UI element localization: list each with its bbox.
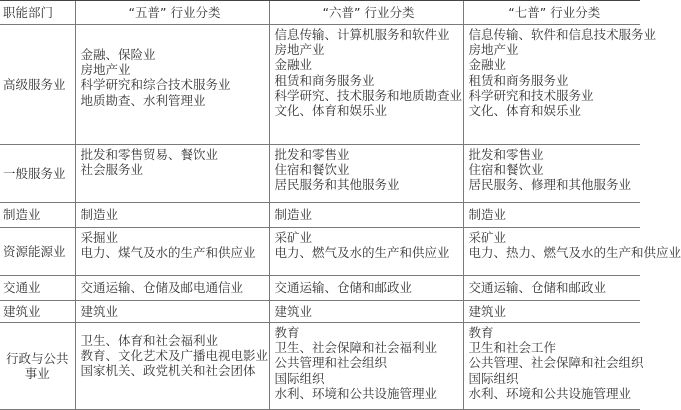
seventh-census-cell xyxy=(463,228,681,276)
list-item: 房地产业 xyxy=(274,42,325,58)
table-row xyxy=(0,228,640,276)
list-item: 批发和零售贸易、餐饮业 xyxy=(80,147,219,162)
dept-cell: 建筑业 xyxy=(0,301,75,323)
seventh-census-cell xyxy=(463,145,640,203)
list-item: 交通运输、仓储和邮政业 xyxy=(274,280,413,296)
list-item: 卫生、社会保障和社会福利业 xyxy=(274,340,438,356)
list-item: 卫生和社会工作 xyxy=(468,340,557,356)
table-row xyxy=(0,25,640,145)
list-item: 房地产业 xyxy=(468,42,519,58)
list-item: 居民服务、修理和其他服务业 xyxy=(468,177,632,193)
list-item: 国际组织 xyxy=(274,370,325,386)
sixth-census-cell xyxy=(269,228,463,276)
list-item: 建筑业 xyxy=(80,303,119,319)
list-item: 公共管理、社会保障和社会组织 xyxy=(468,355,644,371)
list-item: 租赁和商务服务业 xyxy=(274,72,375,88)
list-item: 水利、环境和公共设施管理业 xyxy=(468,385,632,401)
table-row xyxy=(0,203,640,228)
list-item: 交通运输、仓储和邮政业 xyxy=(468,280,607,296)
sixth-census-cell xyxy=(269,25,463,145)
list-item: 科学研究和综合技术服务业 xyxy=(80,77,231,93)
seventh-census-cell xyxy=(463,323,644,410)
list-item: 制造业 xyxy=(274,207,313,223)
list-item: 交通运输、仓储及邮电通信业 xyxy=(80,280,244,296)
sixth-census-cell xyxy=(269,203,463,228)
list-item: 信息传输、软件和信息技术服务业 xyxy=(468,27,657,42)
sixth-census-cell xyxy=(269,301,463,323)
seventh-census-cell xyxy=(463,301,640,323)
list-item: 租赁和商务服务业 xyxy=(468,72,569,88)
fifth-census-cell xyxy=(75,145,269,203)
list-item: 居民服务和其他服务业 xyxy=(274,177,400,193)
dept-cell: 高级服务业 xyxy=(0,25,75,145)
dept-label-line: 行政与公共 xyxy=(5,350,69,366)
fifth-census-cell xyxy=(75,301,269,323)
seventh-census-cell xyxy=(463,25,657,145)
table-row xyxy=(0,301,640,323)
fifth-census-cell xyxy=(75,25,269,145)
fifth-census-cell xyxy=(75,276,269,301)
list-item: 科学研究、技术服务和地质勘查业 xyxy=(274,87,463,103)
dept-cell: 交通业 xyxy=(0,276,75,301)
list-item: 公共管理和社会组织 xyxy=(274,355,388,371)
list-item: 金融业 xyxy=(274,57,313,73)
list-item: 卫生、体育和社会福利业 xyxy=(80,333,219,348)
table-row xyxy=(0,145,640,203)
list-item: 电力、燃气及水的生产和供应业 xyxy=(274,245,450,261)
list-item: 国际组织 xyxy=(468,370,519,386)
header-dept: 职能部门 xyxy=(0,1,75,25)
list-item: 房地产业 xyxy=(80,62,131,78)
header-sixth-census: “六普” 行业分类 xyxy=(269,1,463,25)
list-item: 国家机关、政党机关和社会团体 xyxy=(80,363,256,379)
dept-cell: 资源能源业 xyxy=(0,228,75,276)
seventh-census-cell xyxy=(463,276,640,301)
list-item: 教育、文化艺术及广播电视电影业 xyxy=(80,348,269,364)
fifth-census-cell xyxy=(75,203,269,228)
list-item: 采矿业 xyxy=(468,230,507,245)
list-item: 文化、体育和娱乐业 xyxy=(468,103,582,119)
list-item: 教育 xyxy=(274,325,300,340)
list-item: 科学研究和技术服务业 xyxy=(468,87,594,103)
header-fifth-census: “五普” 行业分类 xyxy=(75,1,269,25)
list-item: 采矿业 xyxy=(274,230,313,245)
list-item: 批发和零售业 xyxy=(274,147,350,162)
list-item: 信息传输、计算机服务和软件业 xyxy=(274,27,450,42)
sixth-census-cell xyxy=(269,145,463,203)
list-item: 电力、煤气及水的生产和供应业 xyxy=(80,245,256,261)
list-item: 住宿和餐饮业 xyxy=(468,162,544,178)
dept-cell: 制造业 xyxy=(0,203,75,228)
sixth-census-cell xyxy=(269,276,463,301)
list-item: 制造业 xyxy=(80,207,119,223)
dept-cell: 一般服务业 xyxy=(0,145,75,203)
list-item: 建筑业 xyxy=(468,303,507,319)
list-item: 采掘业 xyxy=(80,230,119,245)
sixth-census-cell xyxy=(269,323,463,410)
list-item: 教育 xyxy=(468,325,494,340)
table-row xyxy=(0,276,640,301)
list-item: 住宿和餐饮业 xyxy=(274,162,350,178)
list-item: 制造业 xyxy=(468,207,507,223)
list-item: 金融、保险业 xyxy=(80,47,156,62)
list-item: 社会服务业 xyxy=(80,162,144,178)
seventh-census-cell xyxy=(463,203,640,228)
list-item: 金融业 xyxy=(468,57,507,73)
header-seventh-census: “七普” 行业分类 xyxy=(463,1,640,25)
dept-label-line: 事业 xyxy=(24,366,50,381)
list-item: 电力、热力、燃气及水的生产和供应业 xyxy=(468,245,681,261)
fifth-census-cell xyxy=(75,323,269,410)
list-item: 批发和零售业 xyxy=(468,147,544,162)
list-item: 水利、环境和公共设施管理业 xyxy=(274,385,438,401)
list-item: 文化、体育和娱乐业 xyxy=(274,103,388,119)
list-item: 建筑业 xyxy=(274,303,313,319)
header-row xyxy=(0,1,640,25)
table-row xyxy=(0,323,640,410)
fifth-census-cell xyxy=(75,228,269,276)
dept-cell xyxy=(0,323,75,410)
list-item: 地质勘查、水利管理业 xyxy=(80,92,206,108)
